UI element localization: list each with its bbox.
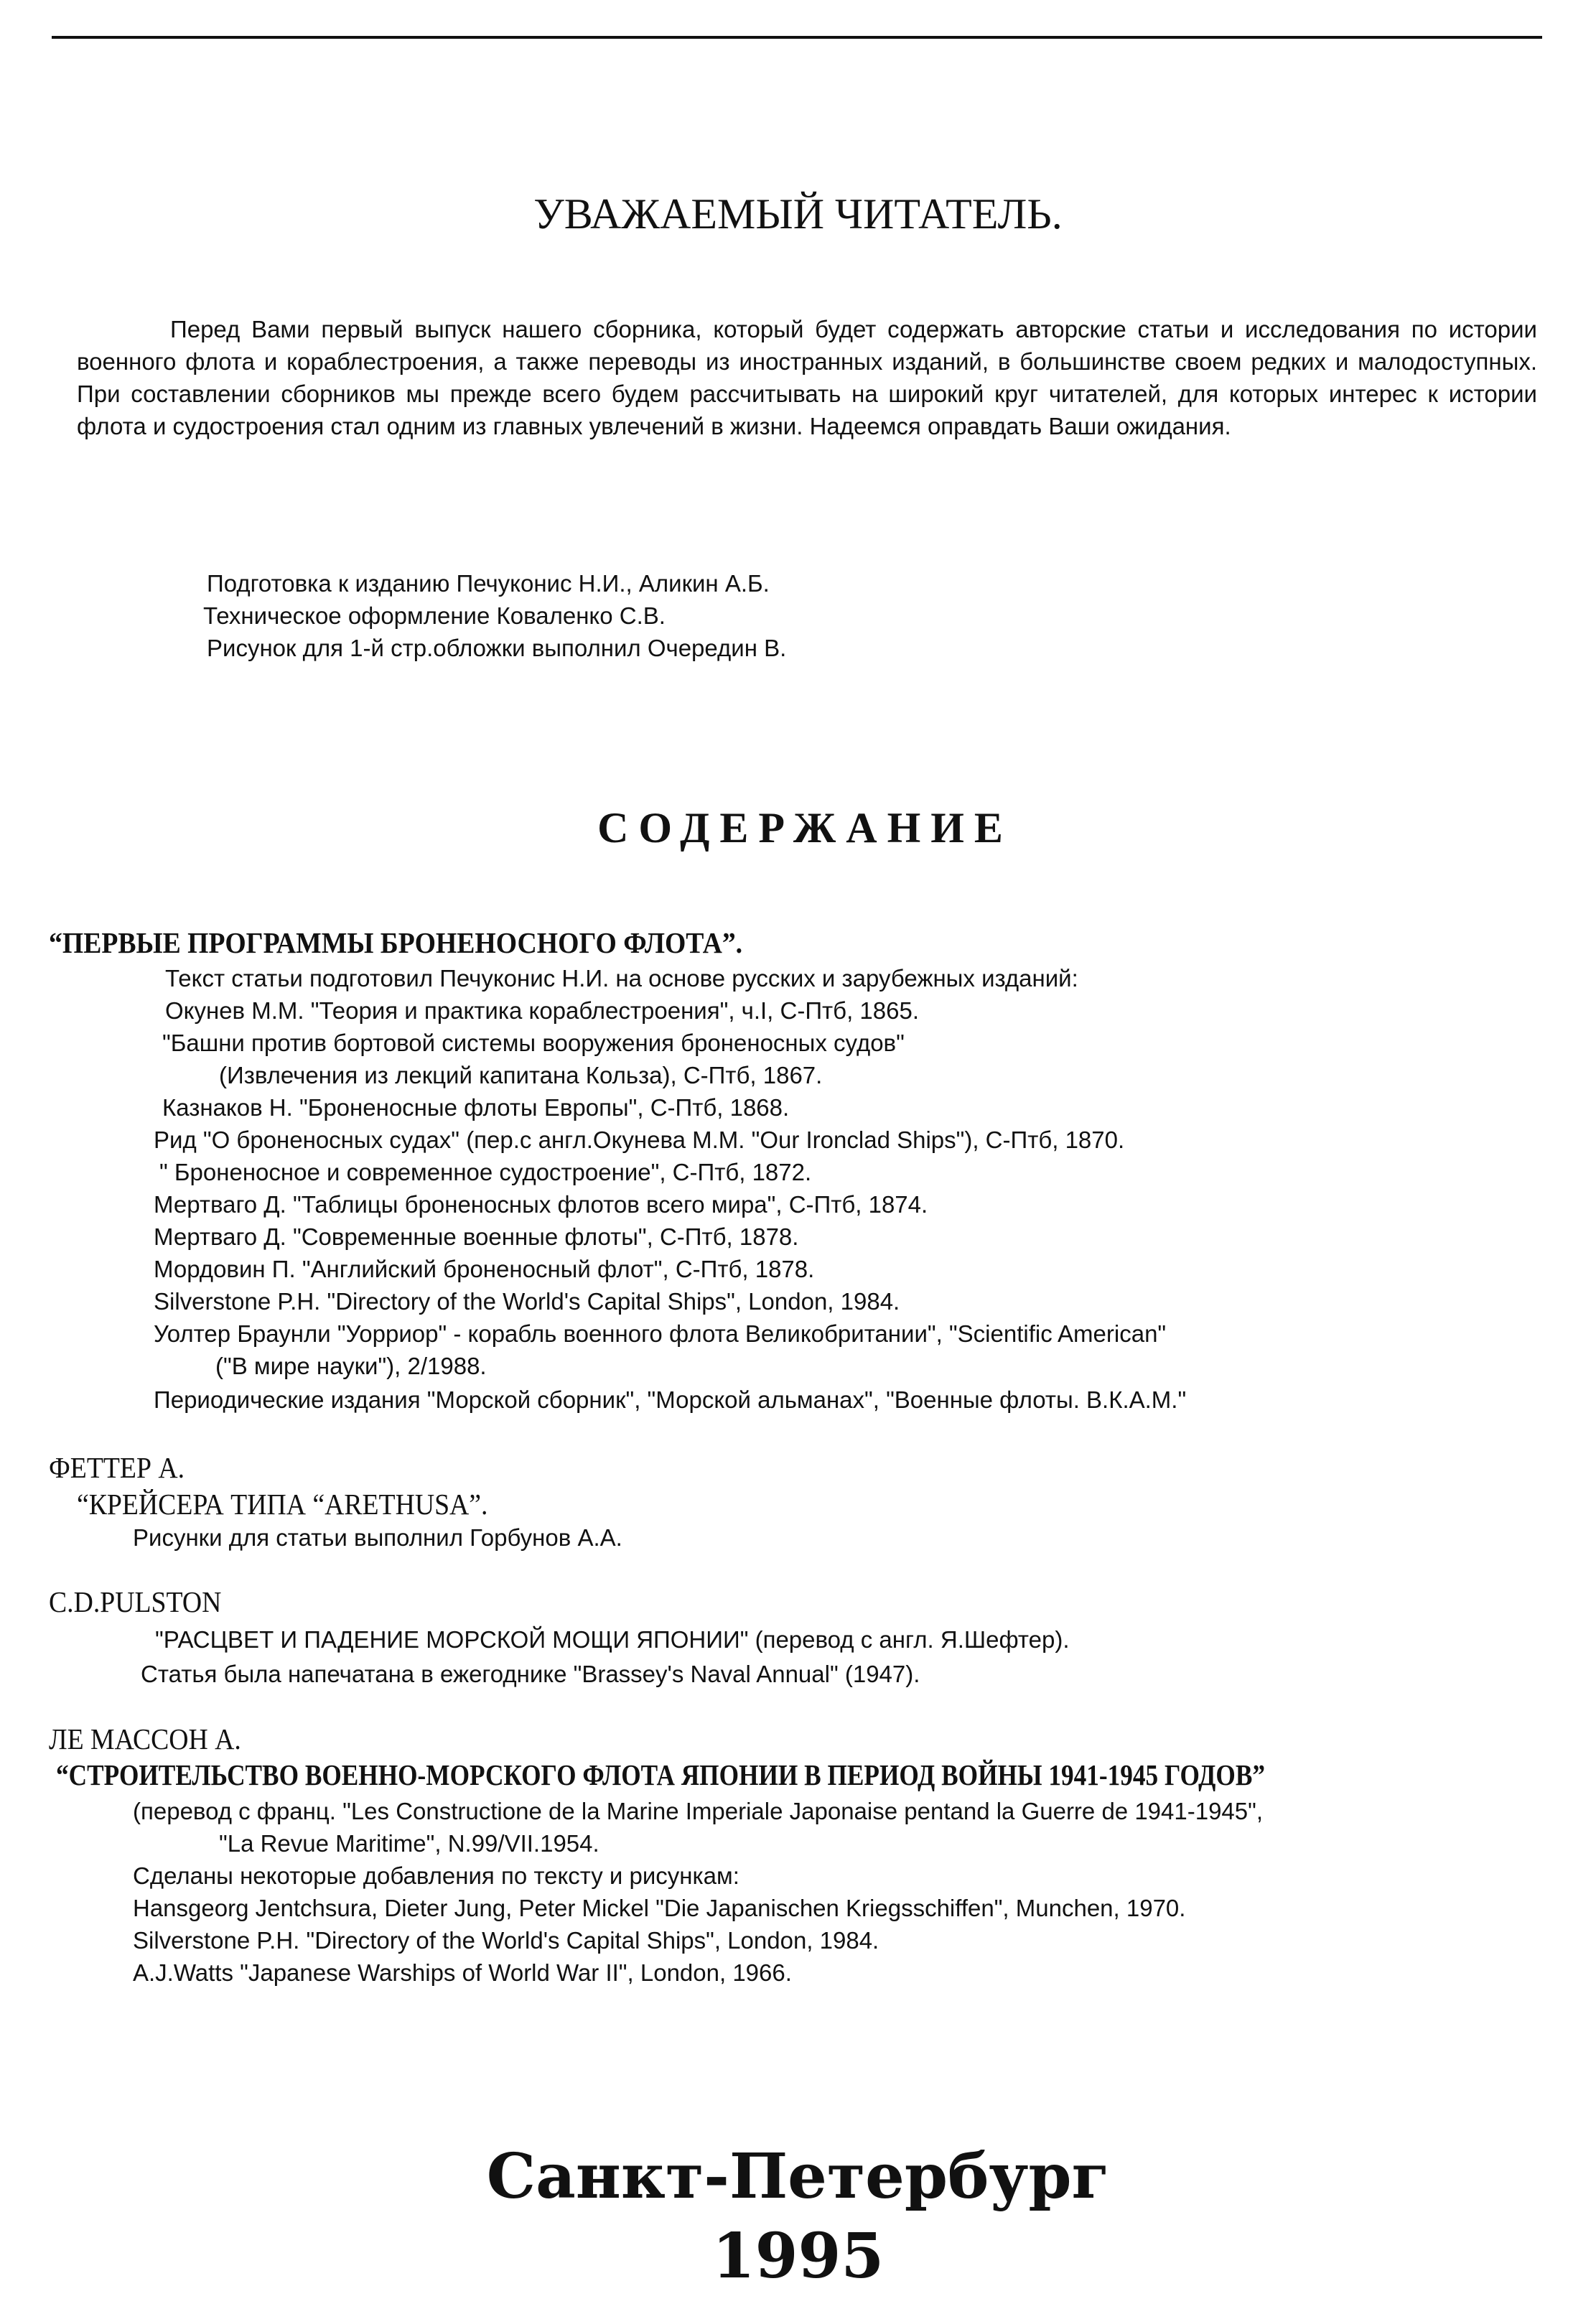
- bib-line: Периодические издания "Морской сборник", "Морской альманах", "Военные флоты. В.К.А.М.": [154, 1386, 1187, 1413]
- contents-heading: СОДЕРЖАНИЕ: [597, 804, 1013, 852]
- page-title: УВАЖАЕМЫЙ ЧИТАТЕЛЬ.: [533, 190, 1063, 238]
- bib-line: ("В мире науки"), 2/1988.: [215, 1353, 487, 1379]
- bib-line: Мертваго Д. "Таблицы броненосных флотов всего мира", С-Птб, 1874.: [154, 1191, 928, 1218]
- bib-line: "РАСЦВЕТ И ПАДЕНИЕ МОРСКОЙ МОЩИ ЯПОНИИ" (перевод с англ. Я.Шефтер).: [155, 1626, 1070, 1653]
- intro-paragraph: Перед Вами первый выпуск нашего сборника, который будет содержать авторские статьи и исследования по истории военного флота и кораблестроения, а также переводы из иностранных изданий, в большинстве своем редких и малодоступных. При составлении сборников мы прежде всего будем рассчитывать на широкий круг читателей, для которых интерес к истории флота и судостроения стал одним из главных увлечений в жизни. Надеемся оправдать Ваши ожидания.: [77, 316, 1537, 439]
- section-title: “СТРОИТЕЛЬСТВО ВОЕННО-МОРСКОГО ФЛОТА ЯПОНИИ В ПЕРИОД ВОЙНЫ 1941-1945 ГОДОВ”: [56, 1758, 1266, 1791]
- bib-line: A.J.Watts "Japanese Warships of World War II", London, 1966.: [133, 1959, 792, 1986]
- bib-line: Сделаны некоторые добавления по тексту и рисункам:: [133, 1862, 739, 1889]
- publication-city: Санкт-Петербург: [486, 2140, 1110, 2213]
- author-name: ФЕТТЕР А.: [49, 1451, 185, 1484]
- publication-year: 1995: [711, 2220, 885, 2292]
- bib-line: (Извлечения из лекций капитана Кольза), С-Птб, 1867.: [219, 1062, 823, 1088]
- bib-line: (перевод с франц. "Les Constructione de la Marine Imperiale Japonaise pentand la Guerre de 1941-1945",: [133, 1798, 1264, 1824]
- bib-line: "Башни против бортовой системы вооружения броненосных судов": [162, 1030, 905, 1056]
- bib-line: Мертваго Д. "Современные военные флоты", С-Птб, 1878.: [154, 1223, 799, 1250]
- bib-line: Silverstone P.H. "Directory of the World's Capital Ships", London, 1984.: [154, 1288, 900, 1315]
- bib-line: Окунев М.М. "Теория и практика кораблестроения", ч.I, С-Птб, 1865.: [165, 997, 919, 1024]
- section-title: “ПЕРВЫЕ ПРОГРАММЫ БРОНЕНОСНОГО ФЛОТА”.: [49, 926, 743, 959]
- bib-line: Рид "О броненосных судах" (пер.с англ.Окунева М.М. "Our Ironclad Ships"), С-Птб, 1870.: [154, 1126, 1125, 1153]
- credit-line: Рисунок для 1-й стр.обложки выполнил Очередин В.: [207, 635, 787, 661]
- bib-line: Мордовин П. "Английский броненосный флот", С-Птб, 1878.: [154, 1256, 815, 1282]
- credit-line: Подготовка к изданию Печуконис Н.И., Аликин А.Б.: [207, 570, 770, 597]
- top-rule: [52, 36, 1542, 39]
- bib-line: Hansgeorg Jentchsura, Dieter Jung, Peter Mickel "Die Japanischen Kriegsschiffen", Munchen, 1970.: [133, 1895, 1186, 1921]
- bib-line: Текст статьи подготовил Печуконис Н.И. на основе русских и зарубежных изданий:: [165, 965, 1078, 992]
- credit-line: Техническое оформление Коваленко С.В.: [203, 602, 666, 629]
- bib-line: Silverstone P.H. "Directory of the World's Capital Ships", London, 1984.: [133, 1927, 879, 1954]
- bib-line: Казнаков Н. "Броненосные флоты Европы", С-Птб, 1868.: [162, 1094, 790, 1121]
- bib-line: Рисунки для статьи выполнил Горбунов А.А.: [133, 1524, 622, 1551]
- bib-line: Статья была напечатана в ежегоднике "Brassey's Naval Annual" (1947).: [141, 1661, 920, 1687]
- author-name: ЛЕ МАССОН А.: [49, 1722, 241, 1755]
- bib-line: " Броненосное и современное судостроение", С-Птб, 1872.: [159, 1159, 812, 1185]
- section-title: “КРЕЙСЕРА ТИПА “ARETHUSA”.: [77, 1488, 488, 1521]
- bib-line: "La Revue Maritime", N.99/VII.1954.: [219, 1830, 599, 1857]
- author-name: C.D.PULSTON: [49, 1585, 222, 1618]
- bib-line: Уолтер Браунли "Уорриор" - корабль военного флота Великобритании", "Scientific American": [154, 1320, 1167, 1347]
